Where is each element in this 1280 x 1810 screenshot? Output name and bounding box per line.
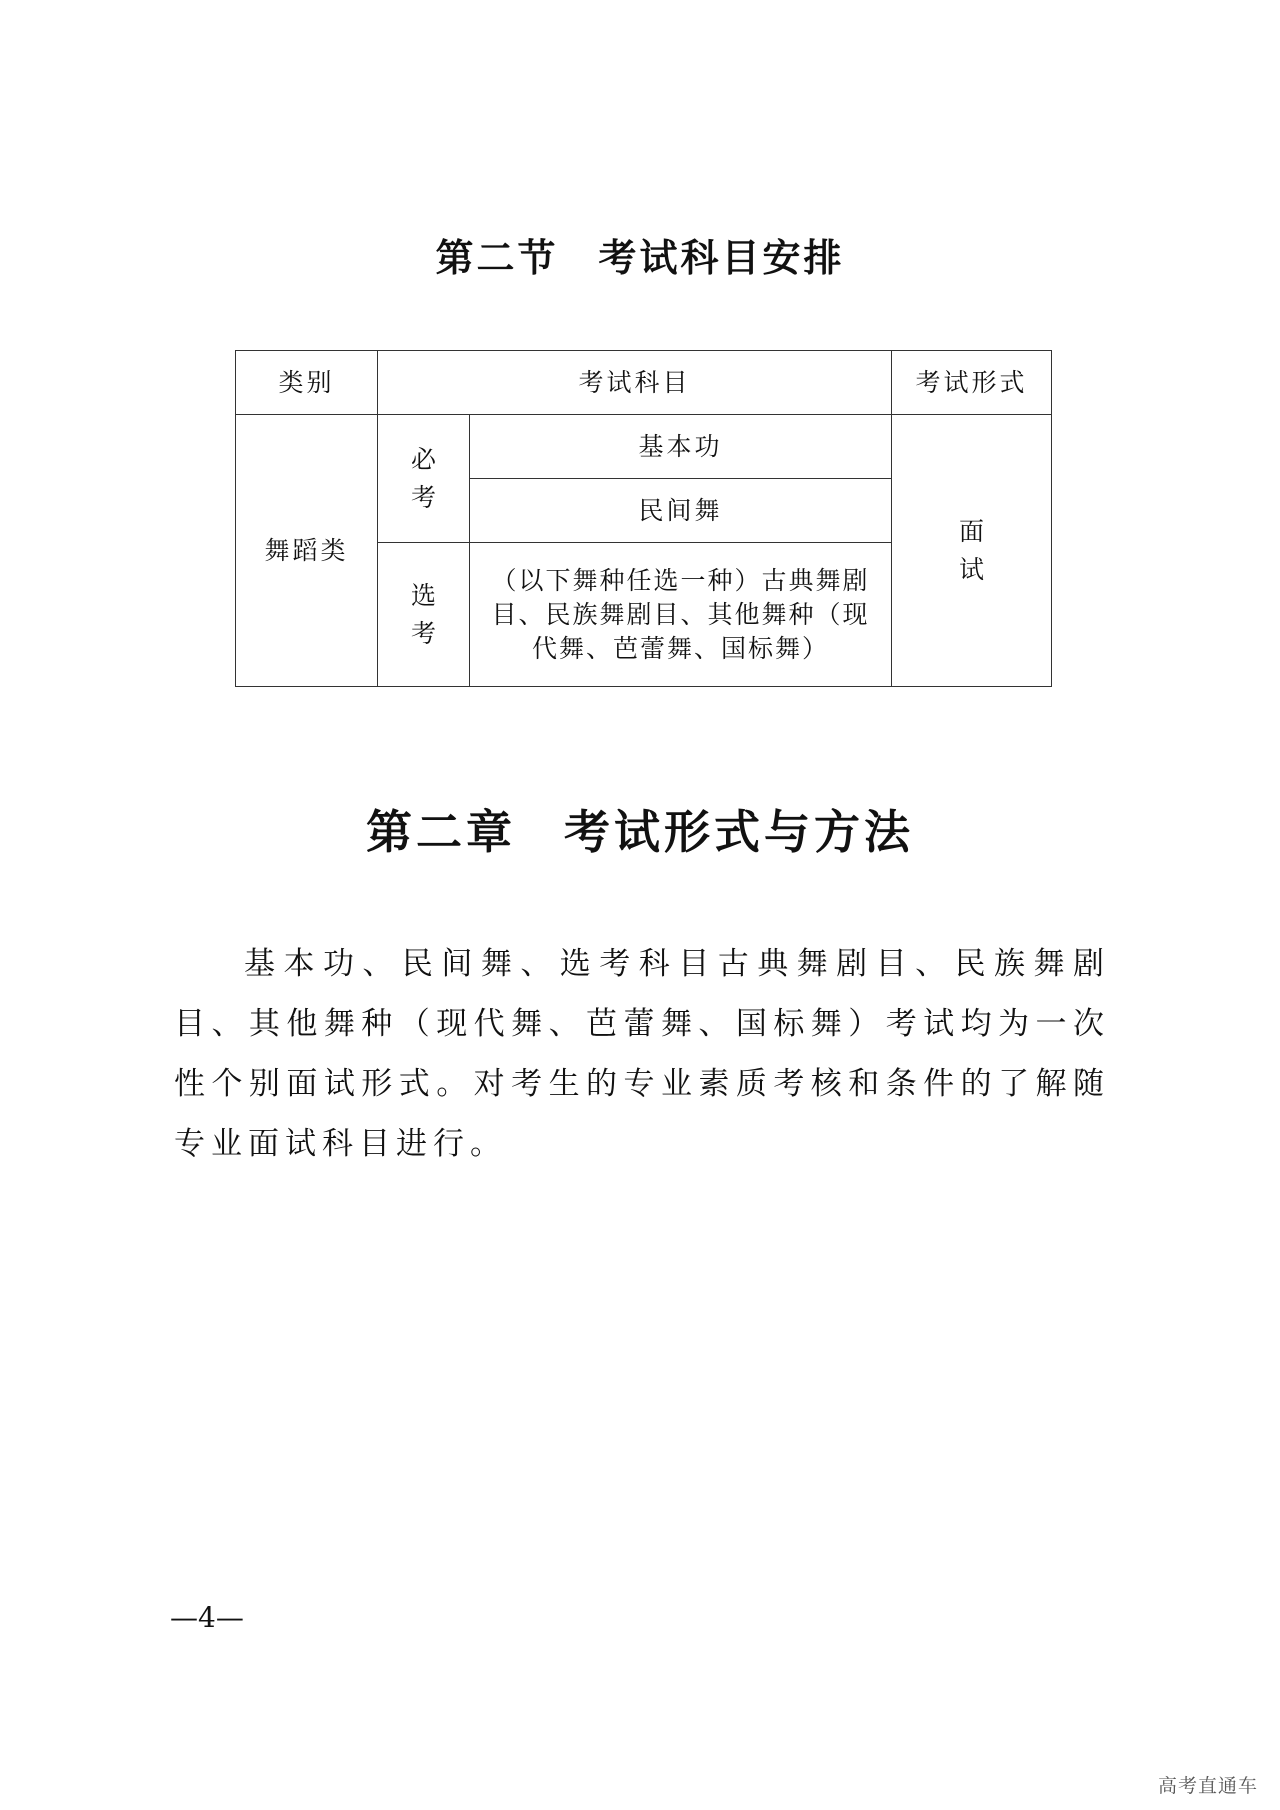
section-number: 第二节 <box>435 236 559 280</box>
format-label: 面试 <box>959 516 985 584</box>
chapter-number: 第二章 <box>366 805 516 859</box>
chapter-title <box>0 802 1280 862</box>
format-cell <box>892 415 1052 687</box>
required-subject-1: 基本功 <box>470 415 892 479</box>
elective-label: 选考 <box>410 580 436 648</box>
elective-subjects: （以下舞种任选一种）古典舞剧目、民族舞剧目、其他舞种（现代舞、芭蕾舞、国标舞） <box>470 543 892 687</box>
header-category: 类别 <box>236 351 378 415</box>
page-number: —4— <box>170 1601 244 1634</box>
body-paragraph: 基本功、民间舞、选考科目古典舞剧目、民族舞剧目、其他舞种（现代舞、芭蕾舞、国标舞）考试均为一次性个别面试形式。对考生的专业素质考核和条件的了解随专业面试科目进行。 <box>174 946 1110 1162</box>
category-cell: 舞蹈类 <box>236 415 378 687</box>
section-title <box>0 232 1280 284</box>
exam-subjects-table <box>235 350 1052 687</box>
table-header-row <box>236 351 1052 415</box>
chapter-title-text: 考试形式与方法 <box>564 805 914 859</box>
elective-label-cell <box>378 543 470 687</box>
table-row <box>236 415 1052 479</box>
header-subjects: 考试科目 <box>378 351 892 415</box>
required-label-cell <box>378 415 470 543</box>
header-format: 考试形式 <box>892 351 1052 415</box>
section-title-text: 考试科目安排 <box>598 236 845 280</box>
required-label: 必考 <box>410 444 436 512</box>
required-subject-2: 民间舞 <box>470 479 892 543</box>
watermark: 高考直通车 <box>1157 1775 1258 1797</box>
